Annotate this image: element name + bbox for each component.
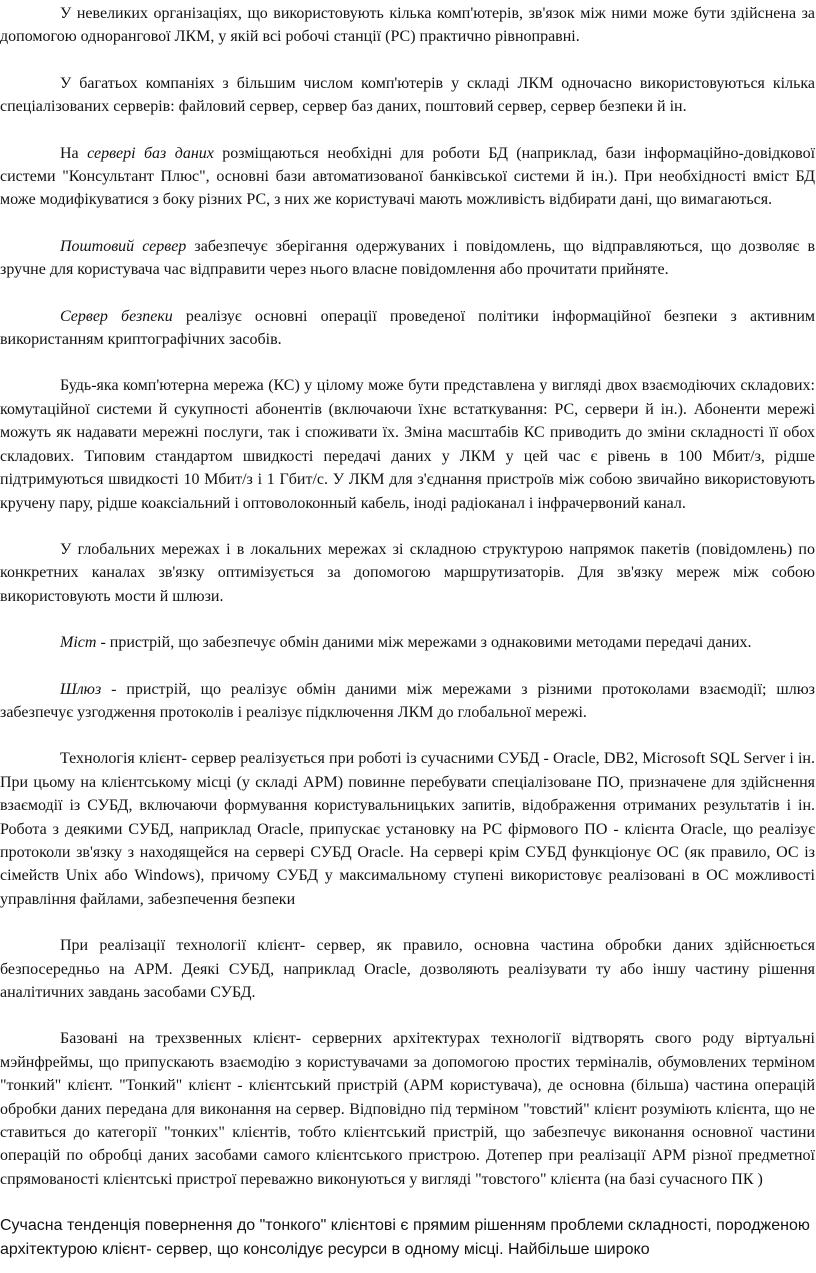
term-security-server: Сервер безпеки [60,307,173,325]
term-bridge: Міст [60,634,97,652]
paragraph-client-server-processing [0,934,816,1004]
paragraph-computer-network [0,374,816,514]
paragraph-text: реалізує основні операції проведеної політики інформаційної безпеки з активним використанням криптографічних засобів. [0,307,816,349]
paragraph-text: При реалізації технології клієнт- сервер, як правило, основна частина обробки даних здійснюється безпосередньо на АРМ. Деякі СУБД, наприклад Oracle, дозволяють реалізувати ту або іншу частину рішення аналітичних завдань засобами СУБД. [0,937,815,1001]
paragraph-text: Будь-яка комп'ютерна мережа (КС) у цілому може бути представлена у вигляді двох взаємодіючих складових: комутаційної системи й сукупності абонентів (включаючи їхнє встаткування: РС, сервери й ін.). Абоненти мережі можуть як надавати мережні послуги, так і споживати їх. Зміна масштабів КС приводить до зміни складності її обох складових. Типовим стандартом швидкості передачі даних у ЛКМ у цей час є рівень в 100 Мбит/з, рідше підтримуються швидкості 10 Мбит/з і 1 Гбит/с. У ЛКМ для з'єднання пристроїв між собою звичайно використовують кручену пару, рідше коаксіальний і оптоволоконный кабель, іноді радіоканал і інфрачервоний канал. [0,377,815,512]
paragraph-text: Базовані на трехзвенных клієнт- серверних архітектурах технології відтворять свого роду віртуальні мэйнфреймы, що припускають взаємодію з користувачами за допомогою простих терміналів, обумовлених терміном "тонкий" клієнт. "Тонкий" клієнт - клієнтський пристрій (АРМ користувача), де основна (більша) частина операцій обробки даних передана для виконання на сервер. Відповідно під терміном "товстий" клієнт розуміють клієнта, що не ставиться до категорії "тонких" клієнтів, тобто клієнтський пристрій, що забезпечує виконання основної частини операцій по обробці даних засобами самого клієнтського пристрою. Дотепер при реалізації АРМ різної предметної спрямованості клієнтські пристрої переважно виконуються у вигляді "товстого" клієнта (на базі сучасного ПК ) [0,1030,815,1188]
paragraph-text: На [60,144,88,162]
term-mail-server: Поштовий сервер [60,237,187,255]
paragraph-text: У багатьох компаніях з більшим числом комп'ютерів у складі ЛКМ одночасно використовуються кілька спеціалізованих серверів: файловий сервер, сервер баз даних, поштовий сервер, сервер безпеки й ін. [0,74,815,116]
paragraph-bridge [0,631,816,654]
paragraph-mail-server [0,235,816,282]
paragraph-text: У невеликих організаціях, що використовують кілька комп'ютерів, зв'язок між ними може бути здійснена за допомогою однорангової ЛКМ, у якій всі робочі станції (РС) практично рівноправні. [0,5,815,46]
term-gateway: Шлюз [60,680,102,698]
paragraph-specialized-servers [0,72,816,119]
paragraph-gateway [0,678,816,725]
paragraph-text: - пристрій, що забезпечує обмін даними між мережами з однаковими методами передачі даних. [96,634,752,652]
paragraph-text: Сучасна тенденція повернення до "тонкого" клієнтові є прямим рішенням проблеми складності, породженою архітектурою клієнт- сервер, що консолідує ресурси в одному місці. Найбільше широко [0,1217,810,1259]
paragraph-security-server [0,305,816,352]
paragraph-text: забезпечує зберігання одержуваних і повідомлень, що відправляються, що дозволяє в зручне для користувача час відправити через нього власне повідомлення або прочитати прийняте. [0,237,816,279]
paragraph-database-server [0,142,816,212]
paragraph-small-organizations [0,0,816,49]
paragraph-text: розміщаються необхідні для роботи БД (наприклад, бази інформаційно-довідкової системи "Консультант Плюс", основні бази автоматизованої банківської системи й ін.). При необхідності вміст БД може модифікуватися з боку різних РС, з них же користувачі мають можливість відбирати дані, що вимагаються. [0,144,816,209]
paragraph-global-networks [0,538,816,608]
paragraph-client-server-technology [0,747,816,911]
paragraph-text: У глобальних мережах і в локальних мережах зі складною структурою напрямок пакетів (повідомлень) по конкретних каналах зв'язку оптимізується за допомогою маршрутизаторів. Для зв'язку мереж між собою використовують мости й шлюзи. [0,540,815,605]
paragraph-three-tier [0,1027,816,1191]
paragraph-thin-client-trend [0,1214,816,1262]
paragraph-text: Технологія клієнт- сервер реалізується при роботі із сучасними СУБД - Oracle, DB2, Microsoft SQL Server і ін. При цьому на клієнтському місці (у складі АРМ) повинне перебувати спеціалізоване ПО, призначене для здійснення взаємодії із СУБД, включаючи формування користувальницьких запитів, відображення отриманих результатів і ін. Робота з деякими СУБД, наприклад Oracle, припускає установку на РС фірмового ПО - клієнта Oracle, що реалізує протоколи зв'язку з находящейся на сервері СУБД Oracle. На сервері крім СУБД функціонує ОС (як правило, ОС із сімейств Unix або Windows), причому СУБД у максимальному ступені використовує реалізовані в ОС можливості управління файлами, забезпечення безпеки [0,750,815,908]
paragraph-text: - пристрій, що реалізує обмін даними між мережами з різними протоколами взаємодії; шлюз забезпечує узгодження протоколів і реалізує підключення ЛКМ до глобальної мережі. [0,680,815,721]
term-database-server: сервері баз даних [87,144,214,162]
